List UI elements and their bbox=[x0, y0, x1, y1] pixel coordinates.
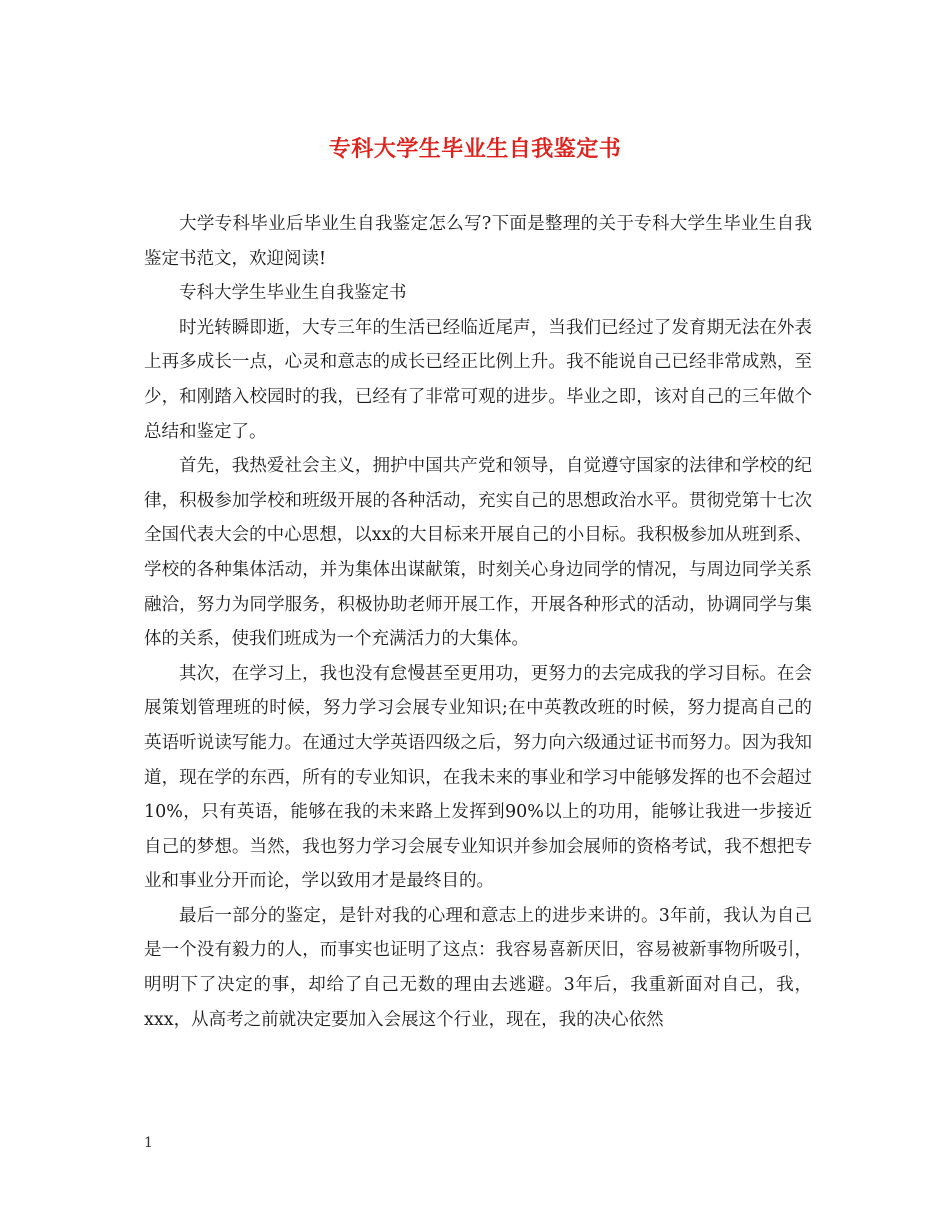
paragraph-intro: 大学专科毕业后毕业生自我鉴定怎么写?下面是整理的关于专科大学生毕业生自我鉴定书范文，欢迎阅读! bbox=[144, 214, 812, 269]
paragraph-study: 其次，在学习上，我也没有怠慢甚至更用功，更努力的去完成我的学习目标。在会展策划管理班的时候，努力学习会展专业知识;在中英教改班的时候，努力提高自己的英语听说读写能力。在通过大学英语四级之后，努力向六级通过证书而努力。因为我知道，现在学的东西，所有的专业知识，在我未来的事业和学习中能够发挥的也不会超过10%，只有英语，能够在我的未来路上发挥到90%以上的功用，能够让我进一步接近自己的梦想。当然，我也努力学习会展专业知识并参加会展师的资格考试，我不想把专业和事业分开而论，学以致用才是最终目的。 bbox=[144, 663, 812, 892]
document-body bbox=[144, 207, 812, 1037]
paragraph-willpower: 最后一部分的鉴定，是针对我的心理和意志上的进步来讲的。3年前，我认为自己是一个没有毅力的人，而事实也证明了这点：我容易喜新厌旧，容易被新事物所吸引，明明下了决定的事，却给了自己无数的理由去逃避。3年后，我重新面对自己，我，xxx，从高考之前就决定要加入会展这个行业，现在，我的决心依然 bbox=[144, 905, 812, 1030]
paragraph-politics: 首先，我热爱社会主义，拥护中国共产党和领导，自觉遵守国家的法律和学校的纪律，积极参加学校和班级开展的各种活动，充实自己的思想政治水平。贯彻党第十七次全国代表大会的中心思想，以xx的大目标来开展自己的小目标。我积极参加从班到系、学校的各种集体活动，并为集体出谋献策，时刻关心身边同学的情况，与周边同学关系融洽，努力为同学服务，积极协助老师开展工作，开展各种形式的活动，协调同学与集体的关系，使我们班成为一个充满活力的大集体。 bbox=[144, 456, 812, 650]
paragraph-opening: 时光转瞬即逝，大专三年的生活已经临近尾声，当我们已经过了发育期无法在外表上再多成长一点，心灵和意志的成长已经正比例上升。我不能说自己已经非常成熟，至少，和刚踏入校园时的我，已经有了非常可观的进步。毕业之即，该对自己的三年做个总结和鉴定了。 bbox=[144, 317, 812, 442]
document-title: 专科大学生毕业生自我鉴定书 bbox=[328, 136, 622, 162]
page-number: 1 bbox=[144, 1135, 153, 1151]
paragraph-subtitle: 专科大学生毕业生自我鉴定书 bbox=[179, 283, 407, 304]
